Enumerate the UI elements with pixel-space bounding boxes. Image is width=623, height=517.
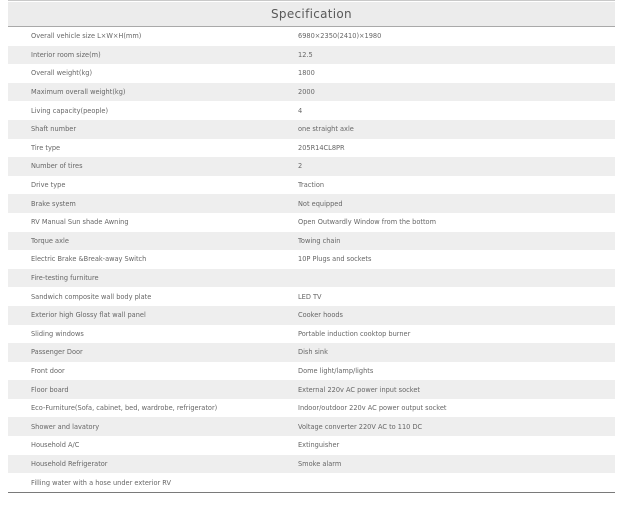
table-row — [8, 417, 615, 436]
row-label: Living capacity(people) — [31, 106, 109, 115]
bottom-divider — [8, 492, 615, 493]
table-row — [8, 139, 615, 158]
row-value: External 220v AC power input socket — [298, 385, 420, 394]
row-value: Open Outwardly Window from the bottom — [298, 218, 437, 227]
top-divider — [8, 0, 615, 1]
row-value: Dome light/lamp/lights — [298, 366, 374, 375]
table-row — [8, 157, 615, 176]
row-label: Exterior high Glossy flat wall panel — [31, 311, 146, 320]
row-value: 205R14CL8PR — [298, 143, 345, 152]
table-row — [8, 101, 615, 120]
row-label: Brake system — [31, 199, 76, 208]
row-value: LED TV — [298, 292, 322, 301]
table-row — [8, 399, 615, 418]
row-label: Sandwich composite wall body plate — [31, 292, 152, 301]
spec-rows — [8, 27, 615, 492]
row-value: Portable induction cooktop burner — [298, 329, 411, 338]
row-label: Fire-testing furniture — [31, 274, 99, 283]
row-label: Overall weight(kg) — [31, 69, 93, 78]
table-row — [8, 213, 615, 232]
table-row — [8, 27, 615, 46]
row-label: Filling water with a hose under exterior RV — [31, 478, 172, 487]
row-value: 2 — [298, 162, 303, 171]
row-value: Voltage converter 220V AC to 110 DC — [298, 422, 423, 431]
row-value: one straight axle — [298, 125, 354, 134]
table-row — [8, 120, 615, 139]
table-title: Specification — [8, 2, 615, 27]
row-value: Smoke alarm — [298, 459, 342, 468]
row-value: Indoor/outdoor 220v AC power output socket — [298, 404, 447, 413]
row-label: RV Manual Sun shade Awning — [31, 218, 129, 227]
table-row — [8, 436, 615, 455]
row-label: Household Refrigerator — [31, 459, 108, 468]
row-label: Shaft number — [31, 125, 77, 134]
row-value: 6980×2350(2410)×1980 — [298, 32, 382, 41]
row-value: Cooker hoods — [298, 311, 343, 320]
specification-table — [8, 2, 615, 493]
table-row — [8, 325, 615, 344]
row-label: Floor board — [31, 385, 69, 394]
table-row — [8, 232, 615, 251]
row-label: Tire type — [31, 143, 61, 152]
row-value: 10P Plugs and sockets — [298, 255, 372, 264]
row-value: Dish sink — [298, 348, 328, 357]
table-row — [8, 362, 615, 381]
row-label: Interior room size(m) — [31, 50, 101, 59]
row-label: Torque axle — [31, 236, 69, 245]
table-row — [8, 343, 615, 362]
row-value: Traction — [298, 181, 325, 190]
row-label: Eco-Furniture(Sofa, cabinet, bed, wardrobe, refrigerator) — [31, 404, 218, 413]
table-row — [8, 176, 615, 195]
row-label: Passenger Door — [31, 348, 83, 357]
row-value: Towing chain — [298, 236, 341, 245]
table-row — [8, 46, 615, 65]
row-label: Household A/C — [31, 441, 80, 450]
row-value: 4 — [298, 106, 303, 115]
table-row — [8, 64, 615, 83]
table-row — [8, 194, 615, 213]
table-row — [8, 473, 615, 492]
row-label: Number of tires — [31, 162, 83, 171]
row-value: Extinguisher — [298, 441, 340, 450]
row-label: Electric Brake &Break-away Switch — [31, 255, 147, 264]
row-label: Sliding windows — [31, 329, 84, 338]
table-row — [8, 306, 615, 325]
table-row — [8, 380, 615, 399]
table-row — [8, 287, 615, 306]
row-value: 2000 — [298, 88, 315, 97]
table-row — [8, 83, 615, 102]
row-label: Drive type — [31, 181, 66, 190]
row-label: Maximum overall weight(kg) — [31, 88, 126, 97]
table-row — [8, 455, 615, 474]
table-row — [8, 250, 615, 269]
row-value: 1800 — [298, 69, 315, 78]
row-label: Shower and lavatory — [31, 422, 100, 431]
row-value: Not equipped — [298, 199, 343, 208]
row-value: 12.5 — [298, 50, 313, 59]
row-label: Front door — [31, 366, 65, 375]
row-label: Overall vehicle size L×W×H(mm) — [31, 32, 142, 41]
table-row — [8, 269, 615, 288]
